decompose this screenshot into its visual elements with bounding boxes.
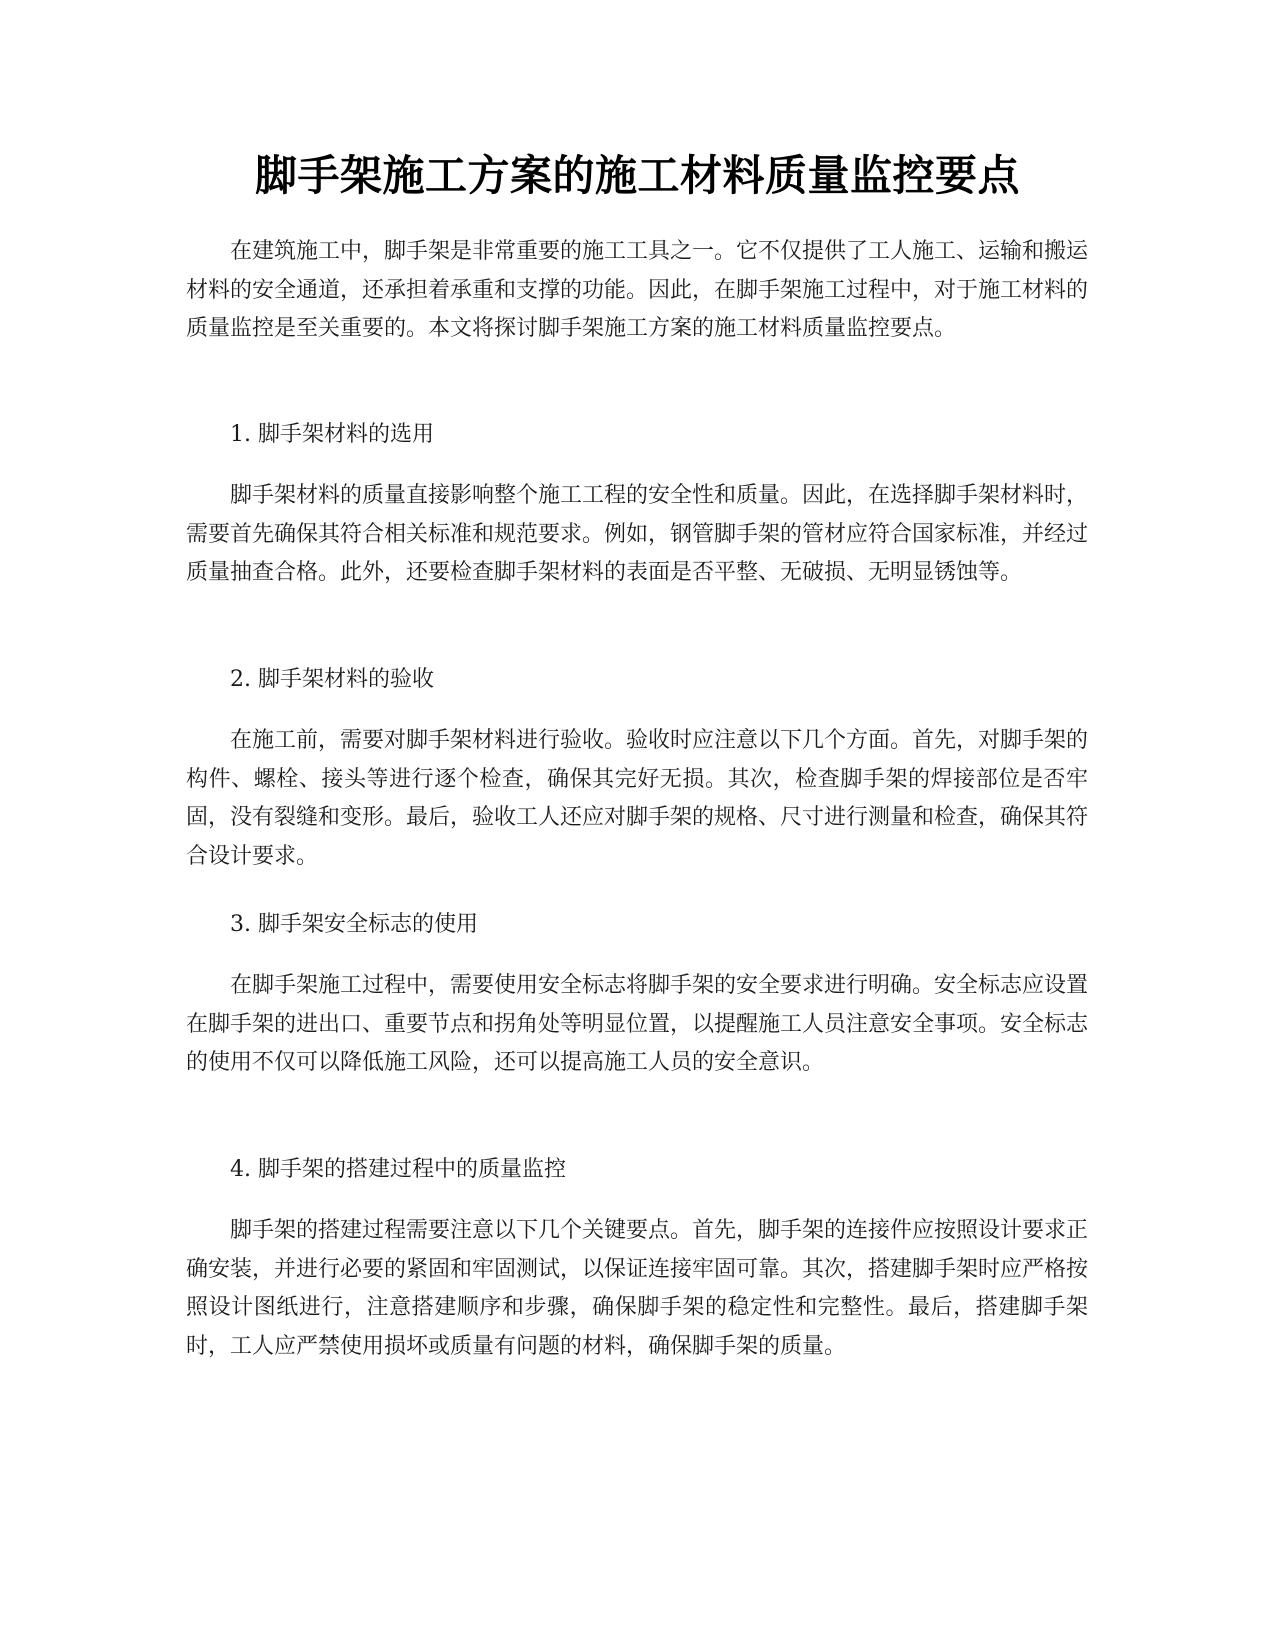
intro-paragraph: 在建筑施工中，脚手架是非常重要的施工工具之一。它不仅提供了工人施工、运输和搬运材料的安全通道，还承担着承重和支撑的功能。因此，在脚手架施工过程中，对于施工材料的质量监控是至关重要的。本文将探讨脚手架施工方案的施工材料质量监控要点。 bbox=[186, 239, 1089, 341]
section-4-paragraph: 脚手架的搭建过程需要注意以下几个关键要点。首先，脚手架的连接件应按照设计要求正确安装，并进行必要的紧固和牢固测试，以保证连接牢固可靠。其次，搭建脚手架时应严格按照设计图纸进行，注意搭建顺序和步骤，确保脚手架的稳定性和完整性。最后，搭建脚手架时，工人应严禁使用损坏或质量有问题的材料，确保脚手架的质量。 bbox=[186, 1218, 1089, 1359]
section-2-paragraph: 在施工前，需要对脚手架材料进行验收。验收时应注意以下几个方面。首先，对脚手架的构件、螺栓、接头等进行逐个检查，确保其完好无损。其次，检查脚手架的焊接部位是否牢固，没有裂缝和变形。最后，验收工人还应对脚手架的规格、尺寸进行测量和检查，确保其符合设计要求。 bbox=[186, 728, 1089, 869]
section-1-paragraph: 脚手架材料的质量直接影响整个施工工程的安全性和质量。因此，在选择脚手架材料时，需要首先确保其符合相关标准和规范要求。例如，钢管脚手架的管材应符合国家标准，并经过质量抽查合格。此外，还要检查脚手架材料的表面是否平整、无破损、无明显锈蚀等。 bbox=[186, 483, 1089, 585]
section-1-heading: 1. 脚手架材料的选用 bbox=[230, 422, 434, 447]
section-3-paragraph: 在脚手架施工过程中，需要使用安全标志将脚手架的安全要求进行明确。安全标志应设置在脚手架的进出口、重要节点和拐角处等明显位置，以提醒施工人员注意安全事项。安全标志的使用不仅可以降低施工风险，还可以提高施工人员的安全意识。 bbox=[186, 973, 1089, 1075]
section-4-heading: 4. 脚手架的搭建过程中的质量监控 bbox=[230, 1157, 566, 1182]
page-title: 脚手架施工方案的施工材料质量监控要点 bbox=[254, 151, 1020, 200]
section-2-heading: 2. 脚手架材料的验收 bbox=[230, 667, 434, 692]
section-3-heading: 3. 脚手架安全标志的使用 bbox=[230, 912, 478, 937]
